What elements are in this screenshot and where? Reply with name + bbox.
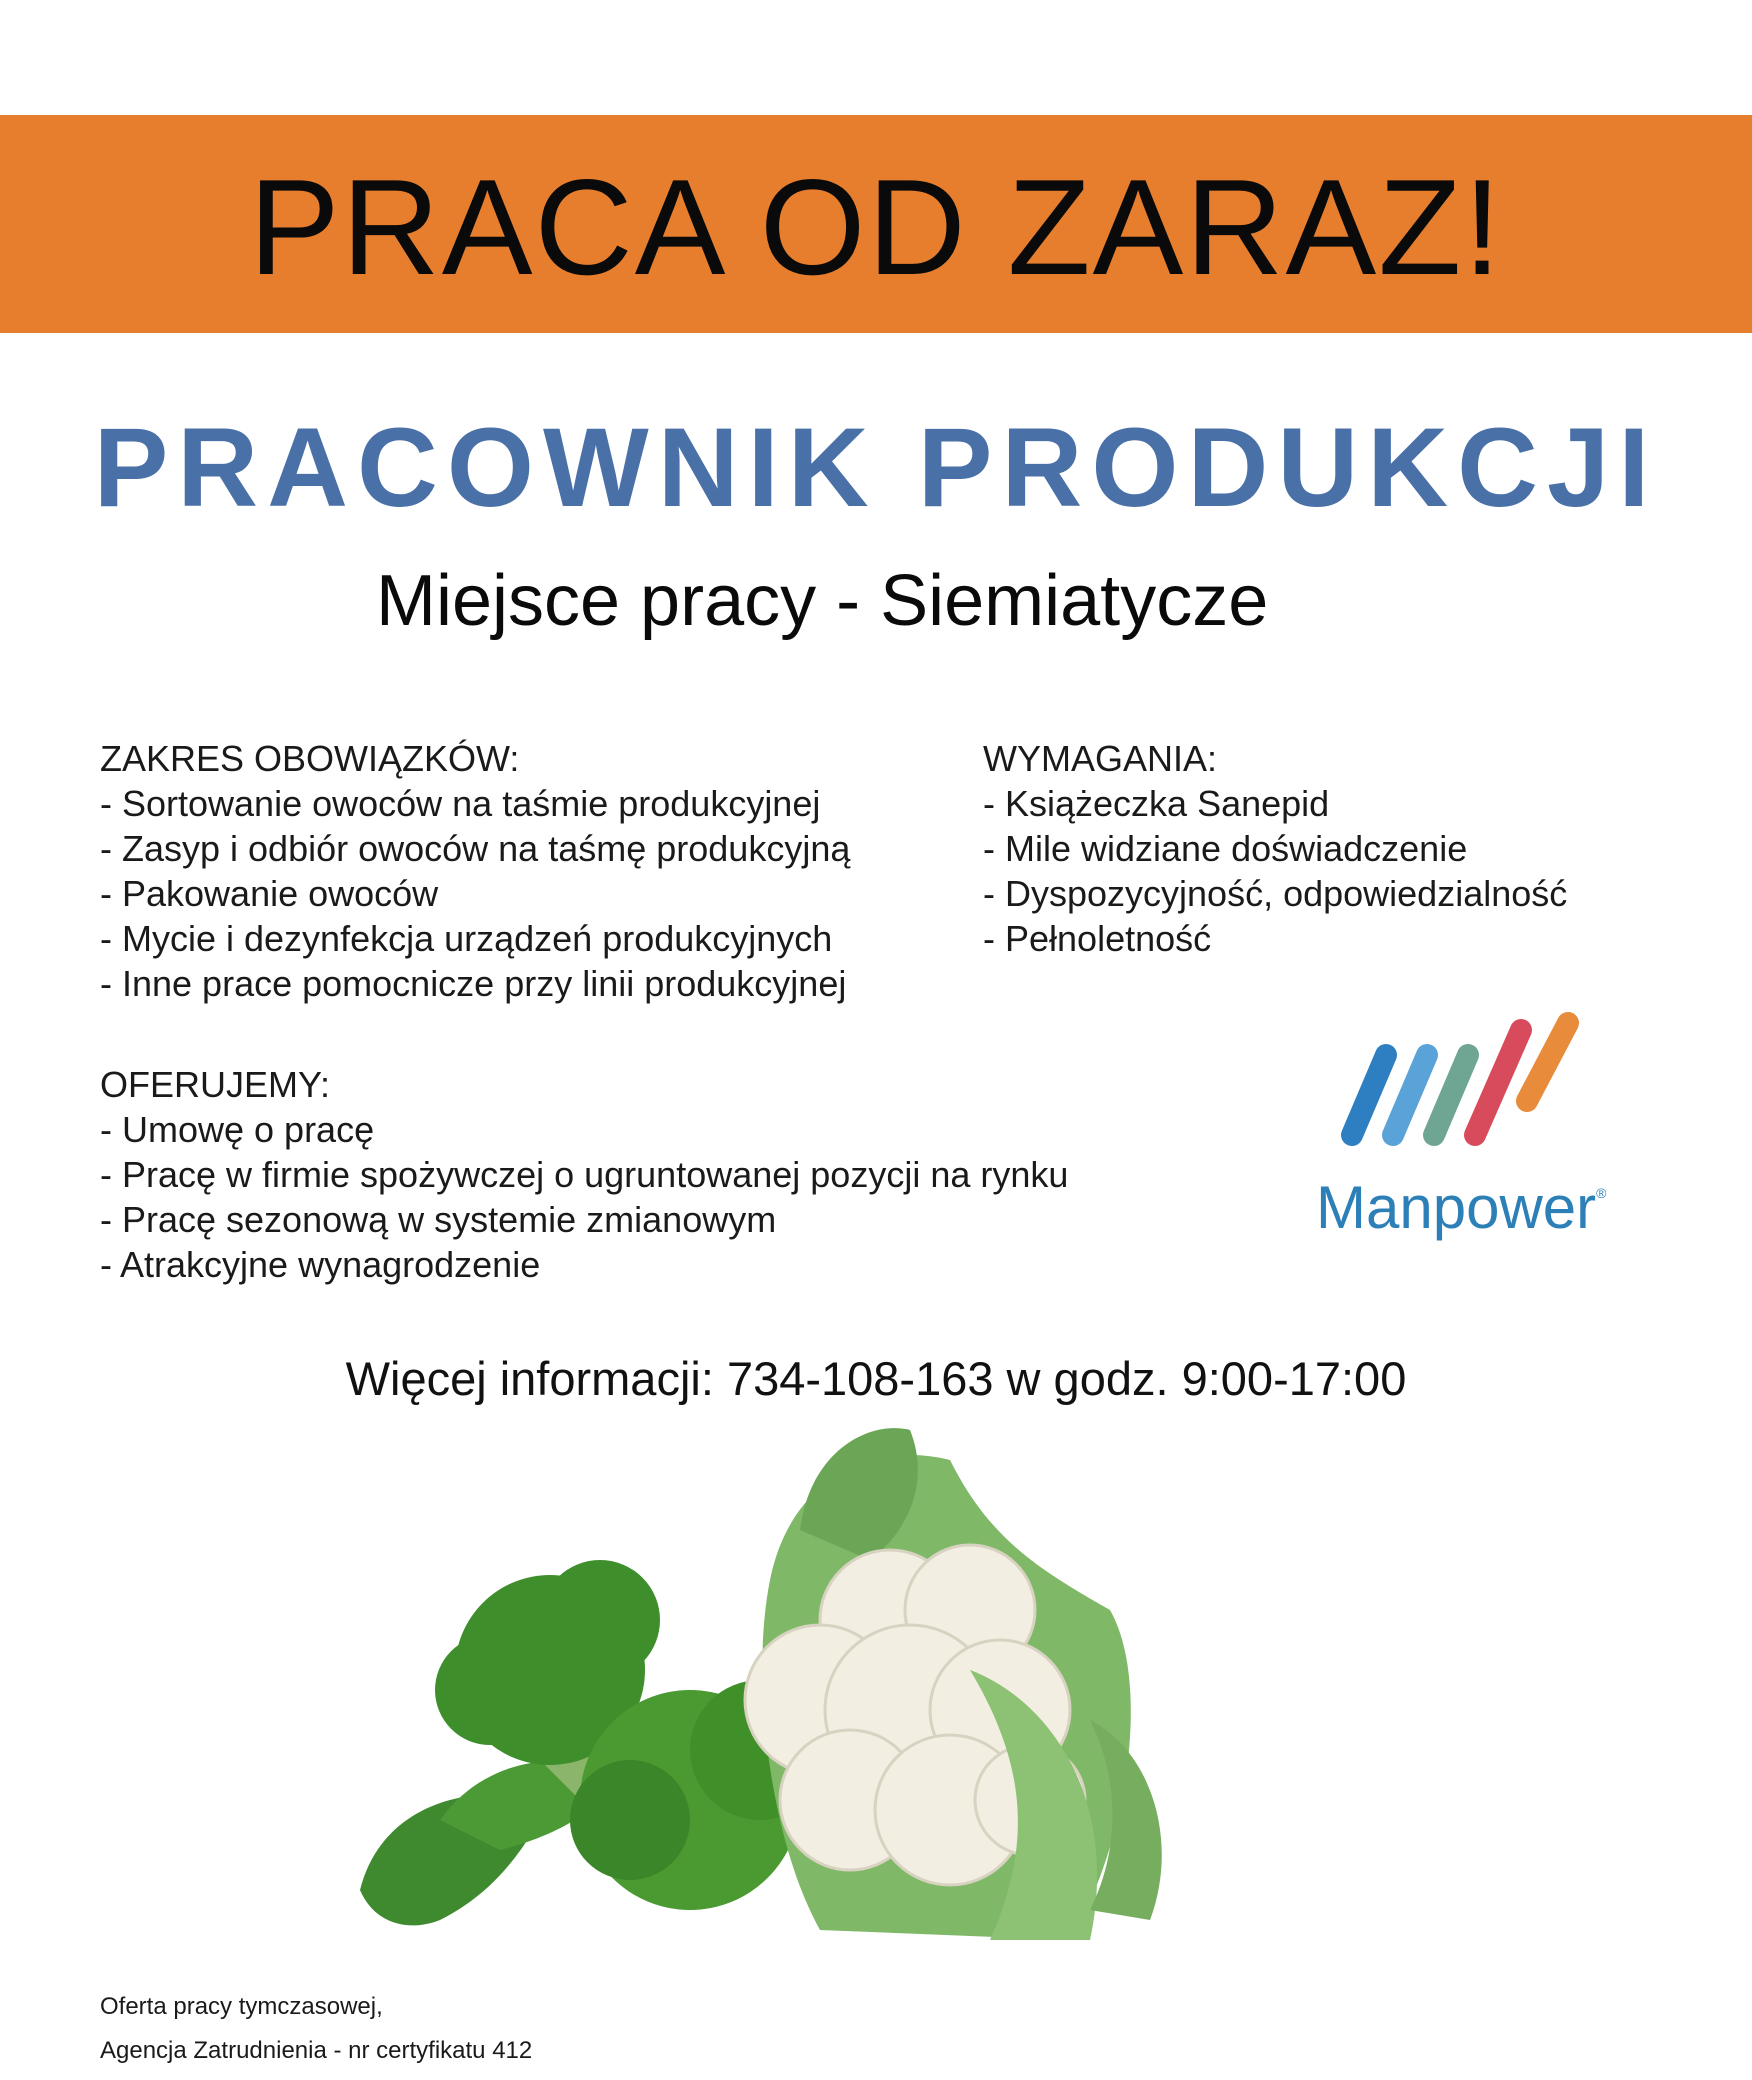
requirements-heading: WYMAGANIA: xyxy=(983,738,1218,779)
logo-wordmark xyxy=(1316,1174,1607,1241)
requirement-item: - Mile widziane doświadczenie xyxy=(983,828,1468,869)
logo-stripe-4 xyxy=(1475,1030,1521,1135)
logo-name: Manpower xyxy=(1316,1174,1597,1241)
offer-item: - Atrakcyjne wynagrodzenie xyxy=(100,1244,541,1285)
vegetables-image xyxy=(350,1420,1420,1960)
footer-line-1: Oferta pracy tymczasowej, xyxy=(100,1993,383,2020)
contact-details: 734-108-163 w godz. 9:00-17:00 xyxy=(713,1352,1407,1405)
duty-item: - Mycie i dezynfekcja urządzeń produkcyjnych xyxy=(100,918,833,959)
duty-item: - Pakowanie owoców xyxy=(100,873,439,914)
contact-line xyxy=(0,1352,1752,1405)
offer-item: - Pracę w firmie spożywczej o ugruntowanej pozycji na rynku xyxy=(100,1154,1069,1195)
requirements-section xyxy=(983,736,1567,961)
job-location: Miejsce pracy - Siemiatycze xyxy=(376,561,1269,641)
footer-line-2: Agencja Zatrudnienia - nr certyfikatu 412 xyxy=(100,2037,533,2064)
offer-item: - Umowę o pracę xyxy=(100,1109,375,1150)
job-title: PRACOWNIK PRODUKCJI xyxy=(93,405,1659,530)
logo-stripe-5 xyxy=(1527,1023,1568,1101)
contact-label: Więcej informacji: xyxy=(345,1352,714,1405)
requirement-item: - Książeczka Sanepid xyxy=(983,783,1330,824)
offer-heading: OFERUJEMY: xyxy=(100,1064,331,1105)
duties-section xyxy=(100,736,850,1006)
headline-text: PRACA OD ZARAZ! xyxy=(248,151,1504,303)
logo-stripe-2 xyxy=(1393,1055,1427,1135)
logo-stripe-3 xyxy=(1434,1055,1468,1135)
logo-stripe-1 xyxy=(1352,1055,1386,1135)
requirement-item: - Dyspozycyjność, odpowiedzialność xyxy=(983,873,1568,914)
offer-section xyxy=(100,1062,1068,1287)
footer xyxy=(100,1985,532,2073)
headline-banner xyxy=(0,115,1752,333)
requirement-item: - Pełnoletność xyxy=(983,918,1212,959)
duty-item: - Zasyp i odbiór owoców na taśmę produkcyjną xyxy=(100,828,851,869)
duty-item: - Sortowanie owoców na taśmie produkcyjnej xyxy=(100,783,821,824)
duties-heading: ZAKRES OBOWIĄZKÓW: xyxy=(100,738,520,779)
offer-item: - Pracę sezonową w systemie zmianowym xyxy=(100,1199,777,1240)
registered-mark: ® xyxy=(1596,1185,1607,1201)
duty-item: - Inne prace pomocnicze przy linii produkcyjnej xyxy=(100,963,847,1004)
